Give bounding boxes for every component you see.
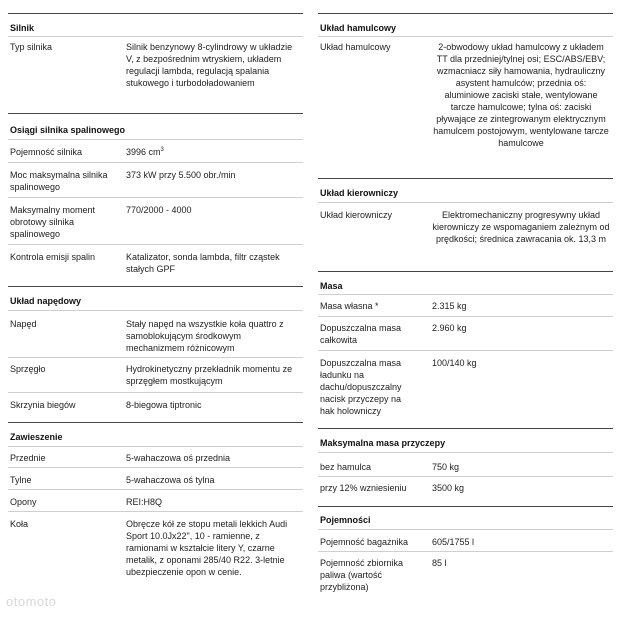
spec-label: Moc maksymalna silnika spalinowego (10, 170, 108, 192)
spec-label: Maksymalny moment obrotowy silnika spalinowego (10, 205, 96, 239)
divider (318, 529, 613, 530)
section-rule (8, 286, 303, 287)
spec-value: 5-wahaczowa oś tylna (126, 475, 215, 485)
superscript: 3 (160, 147, 164, 153)
divider (318, 350, 613, 351)
spec-value: 5-wahaczowa oś przednia (126, 453, 231, 463)
spec-value: 770/2000 - 4000 (126, 205, 192, 215)
spec-value: Stały napęd na wszystkie koła quattro z samoblokującym środkowym mechanizmem różnicowym (126, 319, 284, 353)
section-rule (318, 428, 613, 429)
spec-label: Kontrola emisji spalin (10, 252, 96, 262)
spec-value: 2-obwodowy układ hamulcowy z układem TT dla przedniej/tylnej osi; ESC/ABS/EBV; wzmacniacz siły hamowania, hydrauliczny asystent hamulców; przednia oś: aluminiowe zaciski stałe, wentylowane tarcze hamulcowe; tylna oś: zaciski pływające ze zintegrowanym elektrycznym hamulcem postojowym, wentylowane tarcze hamulcowe (433, 42, 609, 148)
spec-label: Tylne (10, 475, 32, 485)
spec-value: 750 kg (432, 462, 460, 472)
spec-value: 2.960 kg (432, 323, 467, 333)
divider (8, 392, 303, 393)
spec-value: 100/140 kg (432, 358, 477, 368)
spec-value-text: 3996 cm (126, 147, 161, 157)
spec-value: 85 l (432, 558, 447, 568)
spec-label: Układ hamulcowy (320, 42, 391, 52)
section-title-masa: Masa (320, 281, 343, 291)
section-title-zawieszenie: Zawieszenie (10, 432, 63, 442)
section-rule (318, 271, 613, 272)
section-rule (8, 113, 303, 114)
watermark-logo: otomoto (6, 594, 57, 609)
section-title-hamulce: Układ hamulcowy (320, 23, 397, 33)
spec-label: bez hamulca (320, 462, 372, 472)
divider (318, 36, 613, 37)
spec-value: Elektromechaniczny progresywny układ kierowniczy ze wspomaganiem zależnym od prędkości; średnica zawracania ok. 13,3 m (432, 210, 610, 244)
spec-label: Pojemność zbiornika paliwa (wartość przybliżona) (320, 558, 404, 592)
section-title-kierowniczy: Układ kierowniczy (320, 188, 399, 198)
spec-label: Opony (10, 497, 37, 507)
divider (318, 452, 613, 453)
spec-label: Typ silnika (10, 42, 53, 52)
section-title-osiagi: Osiągi silnika spalinowego (10, 125, 126, 135)
divider (318, 294, 613, 295)
spec-label: przy 12% wzniesieniu (320, 483, 407, 493)
section-rule (8, 422, 303, 423)
section-rule (318, 506, 613, 507)
spec-value: 2.315 kg (432, 301, 467, 311)
divider (318, 202, 613, 203)
divider (318, 316, 613, 317)
divider (318, 476, 613, 477)
divider (8, 36, 303, 37)
spec-label: Układ kierowniczy (320, 210, 393, 220)
spec-value: Obręcze kół ze stopu metali lekkich Audi Sport 10.0Jx22", 10 - ramienne, z ramionami w kształcie litery Y, czarne metalik, z oponami 285/40 R22. 3-letnie ubezpieczenie opon w cenie. (126, 519, 288, 577)
spec-value: REI:H8Q (126, 497, 163, 507)
spec-label: Koła (10, 519, 29, 529)
section-title-naped: Układ napędowy (10, 296, 82, 306)
section-title-silnik: Silnik (10, 23, 35, 33)
spec-value (126, 146, 302, 158)
divider (8, 197, 303, 198)
divider (8, 310, 303, 311)
spec-value: Silnik benzynowy 8-cylindrowy w układzie V, z bezpośrednim wtryskiem, układem regulacji lambda, regulacją spalania stukowego i turbodoładowaniem (126, 42, 293, 88)
top-rule (318, 13, 613, 14)
spec-value: 605/1755 l (432, 537, 475, 547)
spec-label: Pojemność bagażnika (320, 537, 409, 547)
divider (8, 162, 303, 163)
divider (318, 551, 613, 552)
spec-label: Skrzynia biegów (10, 400, 76, 410)
spec-value: Hydrokinetyczny przekładnik momentu ze sprzęgłem mostkującym (126, 364, 293, 386)
divider (8, 489, 303, 490)
divider (8, 244, 303, 245)
divider (8, 139, 303, 140)
spec-label: Sprzęgło (10, 364, 46, 374)
spec-label: Dopuszczalna masa ładunku na dachu/dopuszczalny nacisk przyczepy na hak holowniczy (320, 358, 402, 416)
spec-label: Przednie (10, 453, 46, 463)
section-rule (318, 178, 613, 179)
divider (8, 511, 303, 512)
divider (8, 467, 303, 468)
spec-label: Dopuszczalna masa całkowita (320, 323, 402, 345)
section-title-przyczepa: Maksymalna masa przyczepy (320, 438, 446, 448)
section-title-pojemnosci: Pojemności (320, 515, 371, 525)
divider (8, 357, 303, 358)
spec-label: Masa własna * (320, 301, 379, 311)
spec-label: Pojemność silnika (10, 147, 83, 157)
spec-value: 8-biegowa tiptronic (126, 400, 202, 410)
spec-value: 373 kW przy 5.500 obr./min (126, 170, 236, 180)
spec-value: 3500 kg (432, 483, 465, 493)
spec-value: Katalizator, sonda lambda, filtr cząstek stałych GPF (126, 252, 280, 274)
spec-label: Napęd (10, 319, 37, 329)
divider (8, 446, 303, 447)
top-rule (8, 13, 303, 14)
